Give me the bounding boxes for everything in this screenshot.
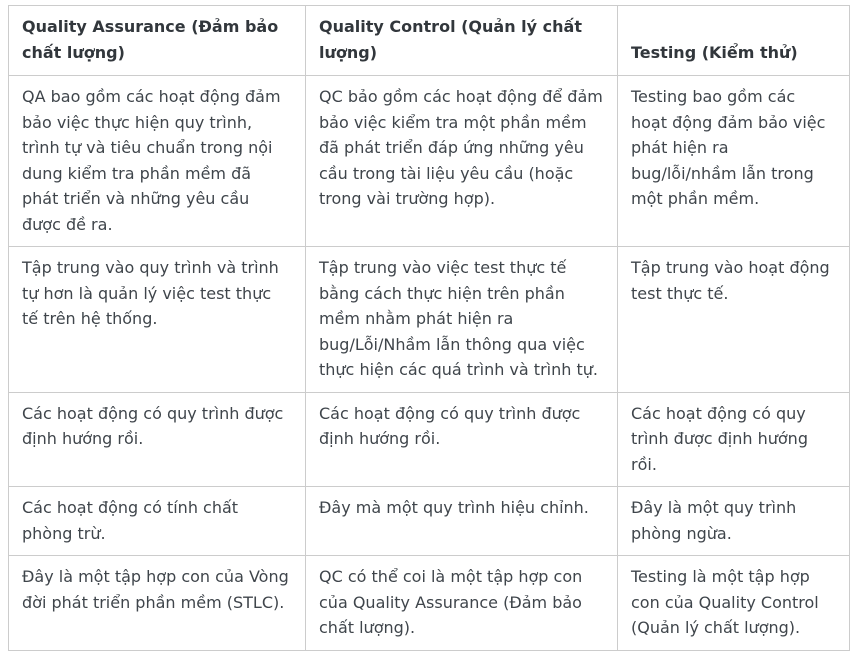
table-cell: Các hoạt động có quy trình được định hướng rồi. (618, 392, 850, 487)
header-cell-testing: Testing (Kiểm thử) (618, 6, 850, 76)
table-cell: Đây là một quy trình phòng ngừa. (618, 487, 850, 556)
table-cell: QC có thể coi là một tập hợp con của Quality Assurance (Đảm bảo chất lượng). (306, 556, 618, 651)
table-cell: Các hoạt động có tính chất phòng trừ. (9, 487, 306, 556)
header-cell-quality-control: Quality Control (Quản lý chất lượng) (306, 6, 618, 76)
table-cell: Các hoạt động có quy trình được định hướng rồi. (306, 392, 618, 487)
table-cell: Testing bao gồm các hoạt động đảm bảo việc phát hiện ra bug/lỗi/nhầm lẫn trong một phần mềm. (618, 76, 850, 247)
table-cell: Đây mà một quy trình hiệu chỉnh. (306, 487, 618, 556)
qa-qc-testing-comparison-table (8, 5, 850, 651)
header-cell-quality-assurance: Quality Assurance (Đảm bảo chất lượng) (9, 6, 306, 76)
table-row (9, 556, 850, 651)
table-row (9, 247, 850, 393)
table-cell: QC bảo gồm các hoạt động để đảm bảo việc kiểm tra một phần mềm đã phát triển đáp ứng những yêu cầu trong tài liệu yêu cầu (hoặc trong vài trường hợp). (306, 76, 618, 247)
table-cell: QA bao gồm các hoạt động đảm bảo việc thực hiện quy trình, trình tự và tiêu chuẩn trong nội dung kiểm tra phần mềm đã phát triển và những yêu cầu được đề ra. (9, 76, 306, 247)
table-row (9, 392, 850, 487)
table-header-row (9, 6, 850, 76)
table-row (9, 76, 850, 247)
table-cell: Các hoạt động có quy trình được định hướng rồi. (9, 392, 306, 487)
table-cell: Tập trung vào việc test thực tế bằng cách thực hiện trên phần mềm nhằm phát hiện ra bug/Lỗi/Nhầm lẫn thông qua việc thực hiện các quá trình và trình tự. (306, 247, 618, 393)
table-cell: Tập trung vào hoạt động test thực tế. (618, 247, 850, 393)
table-cell: Đây là một tập hợp con của Vòng đời phát triển phần mềm (STLC). (9, 556, 306, 651)
table-cell: Tập trung vào quy trình và trình tự hơn là quản lý việc test thực tế trên hệ thống. (9, 247, 306, 393)
table-row (9, 487, 850, 556)
table-cell: Testing là một tập hợp con của Quality Control (Quản lý chất lượng). (618, 556, 850, 651)
